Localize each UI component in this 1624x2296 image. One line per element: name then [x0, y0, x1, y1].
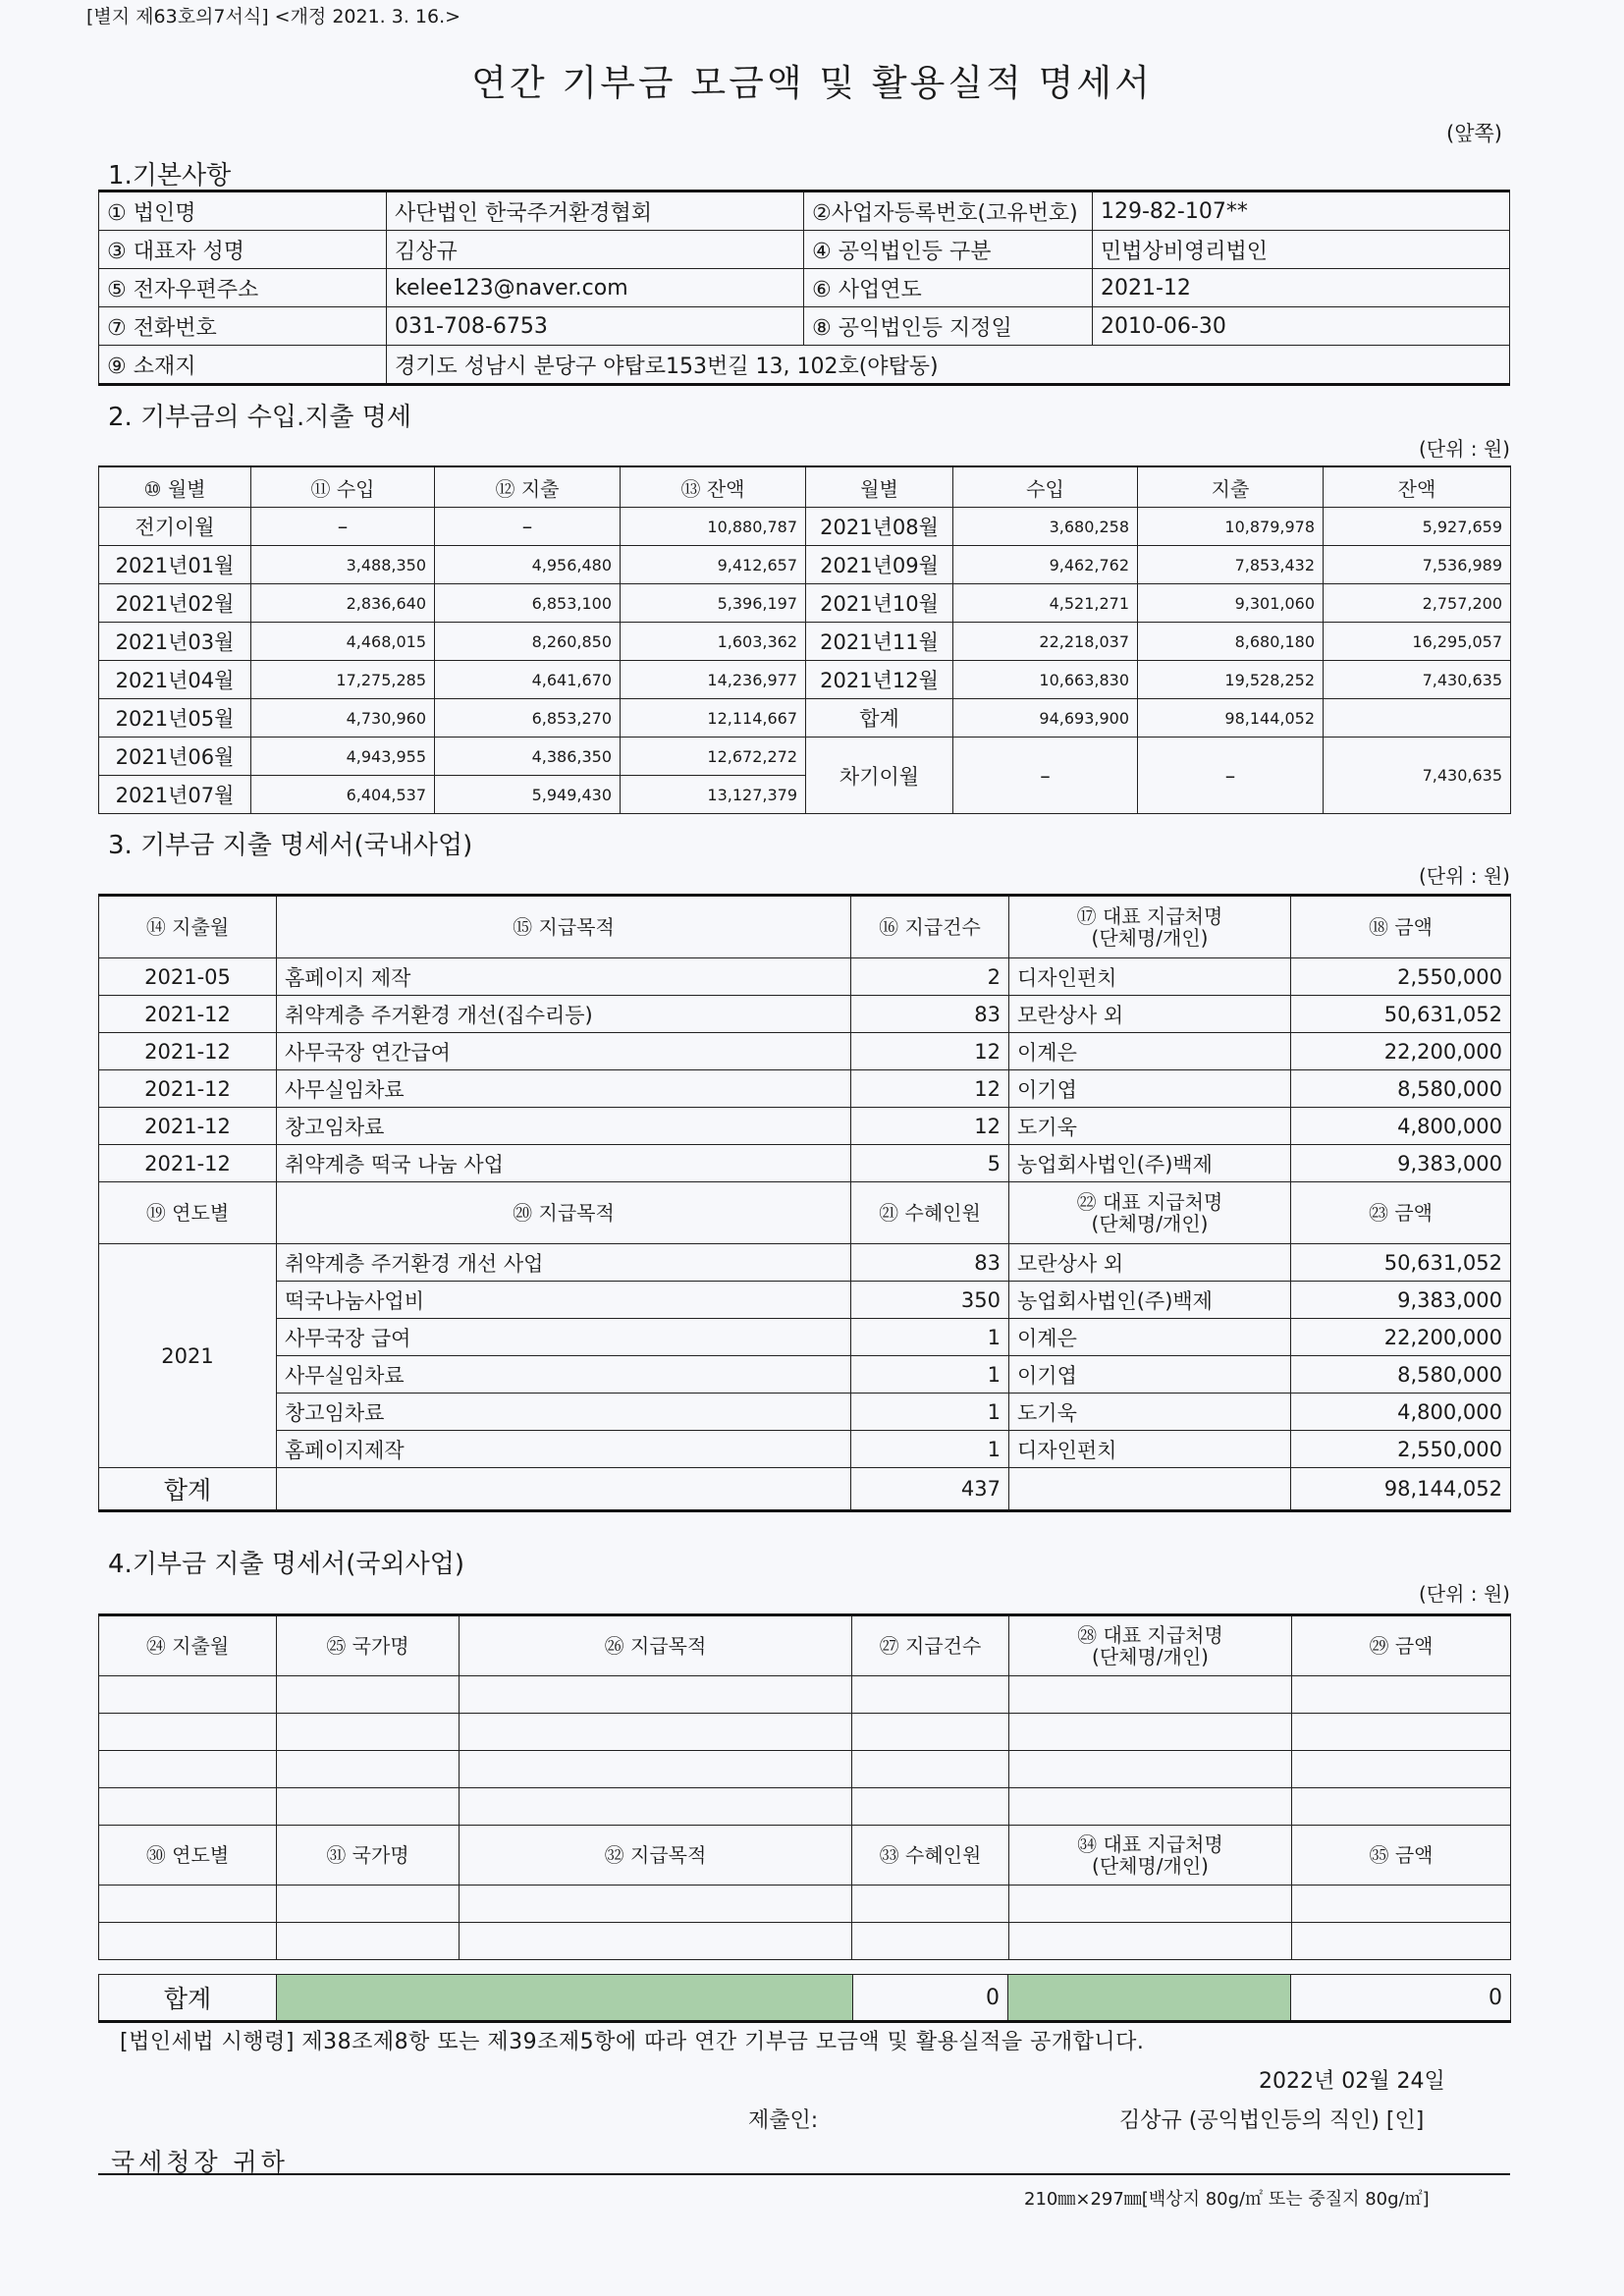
field-value: 2021-12	[1093, 269, 1510, 307]
amount-cell: 2,550,000	[1291, 1431, 1511, 1468]
payee-cell: 도기욱	[1009, 1394, 1291, 1431]
purpose-cell: 창고임차료	[277, 1394, 851, 1431]
payee-cell: 디자인펀치	[1009, 958, 1291, 996]
field-label: ⑤ 전자우편주소	[99, 269, 387, 307]
amount-cell: 22,200,000	[1291, 1033, 1511, 1070]
column-header: ⑱ 금액	[1291, 896, 1511, 958]
income-cell: 4,943,955	[251, 738, 435, 776]
balance-cell: 10,880,787	[621, 508, 806, 546]
month-cell: 2021-12	[99, 1033, 277, 1070]
empty-row	[99, 1788, 1511, 1826]
empty-cell	[1292, 1714, 1511, 1751]
month-cell: 2021년07월	[99, 776, 251, 814]
domestic-row	[99, 996, 1511, 1033]
empty-row	[99, 1676, 1511, 1714]
column-header: ⑩ 월별	[99, 466, 251, 508]
address-value: 경기도 성남시 분당구 야탑로153번길 13, 102호(야탑동)	[387, 346, 1510, 385]
purpose-cell: 사무국장 급여	[277, 1319, 851, 1356]
month-cell: 2021년08월	[806, 508, 953, 546]
payee-cell: 이계은	[1009, 1033, 1291, 1070]
shaded-cell	[1008, 1975, 1291, 2022]
field-label: ④ 공익법인등 구분	[804, 231, 1093, 269]
page-title: 연간 기부금 모금액 및 활용실적 명세서	[471, 62, 1153, 104]
empty-cell	[99, 1714, 277, 1751]
monthly-row	[99, 699, 1511, 738]
expense-cell: –	[1138, 738, 1324, 814]
payee-cell: 도기욱	[1009, 1108, 1291, 1145]
domestic-year-row	[99, 1319, 1511, 1356]
amount-cell: 9,383,000	[1291, 1145, 1511, 1182]
balance-cell: 2,757,200	[1324, 584, 1511, 623]
field-label: ③ 대표자 성명	[99, 231, 387, 269]
amount-cell: 4,800,000	[1291, 1394, 1511, 1431]
expense-cell: 10,879,978	[1138, 508, 1324, 546]
income-cell: 22,218,037	[953, 623, 1138, 661]
balance-cell: 7,430,635	[1324, 738, 1511, 814]
header-line: ㉞ 대표 지급처명	[1077, 1832, 1223, 1856]
basic-row-address	[99, 346, 1510, 385]
balance-cell: 7,430,635	[1324, 661, 1511, 699]
column-header: ㉑ 수혜인원	[851, 1182, 1009, 1244]
foreign-total-table	[98, 1974, 1511, 2023]
income-cell: 4,521,271	[953, 584, 1138, 623]
payee-cell: 이계은	[1009, 1319, 1291, 1356]
month-cell: 2021-12	[99, 996, 277, 1033]
balance-cell: 9,412,657	[621, 546, 806, 584]
amount-cell: 2,550,000	[1291, 958, 1511, 996]
expense-cell: 8,680,180	[1138, 623, 1324, 661]
shaded-cell	[277, 1975, 853, 2022]
column-header: ㉓ 금액	[1291, 1182, 1511, 1244]
column-header: ⑳ 지급목적	[277, 1182, 851, 1244]
field-value: 민법상비영리법인	[1093, 231, 1510, 269]
header-line: (단체명/개인)	[1092, 1854, 1209, 1878]
form-number: [별지 제63호의7서식] <개정 2021. 3. 16.>	[86, 6, 461, 27]
empty-cell	[852, 1676, 1009, 1714]
month-cell: 2021-05	[99, 958, 277, 996]
empty-cell	[99, 1788, 277, 1826]
count-cell: 2	[851, 958, 1009, 996]
empty-cell	[277, 1676, 460, 1714]
count-cell: 83	[851, 1244, 1009, 1282]
month-cell: 2021년01월	[99, 546, 251, 584]
amount-cell: 50,631,052	[1291, 996, 1511, 1033]
field-value: 129-82-107**	[1093, 191, 1510, 231]
empty-cell	[277, 1788, 460, 1826]
empty-row	[99, 1886, 1511, 1923]
balance-cell: 13,127,379	[621, 776, 806, 814]
income-cell: 10,663,830	[953, 661, 1138, 699]
monthly-row	[99, 623, 1511, 661]
column-header: ⑯ 지급건수	[851, 896, 1009, 958]
domestic-year-row	[99, 1394, 1511, 1431]
empty-cell	[1009, 1923, 1292, 1960]
empty-cell	[277, 1468, 851, 1511]
domestic-header-row-2	[99, 1182, 1511, 1244]
basic-info-table	[98, 190, 1510, 386]
submitter-label: 제출인:	[748, 2108, 819, 2133]
basic-row	[99, 231, 1510, 269]
balance-cell: 12,114,667	[621, 699, 806, 738]
amount-cell: 9,383,000	[1291, 1282, 1511, 1319]
balance-cell: 5,396,197	[621, 584, 806, 623]
expense-cell: 6,853,100	[435, 584, 621, 623]
foreign-total-label: 합계	[99, 1975, 277, 2022]
count-cell: 83	[851, 996, 1009, 1033]
foreign-total-row	[99, 1975, 1511, 2022]
domestic-header-row	[99, 896, 1511, 958]
month-cell: 2021년12월	[806, 661, 953, 699]
field-value: kelee123@naver.com	[387, 269, 804, 307]
column-header: ⑲ 연도별	[99, 1182, 277, 1244]
count-cell: 1	[851, 1431, 1009, 1468]
balance-cell: 1,603,362	[621, 623, 806, 661]
column-header	[1009, 1182, 1291, 1244]
column-header: ㉝ 수혜인원	[852, 1826, 1009, 1886]
month-cell: 전기이월	[99, 508, 251, 546]
domestic-row	[99, 958, 1511, 996]
section-title-domestic: 3. 기부금 지출 명세서(국내사업)	[108, 831, 473, 860]
balance-cell: 7,536,989	[1324, 546, 1511, 584]
empty-cell	[1009, 1886, 1292, 1923]
expense-cell: 19,528,252	[1138, 661, 1324, 699]
header-line: ⑰ 대표 지급처명	[1076, 904, 1223, 928]
column-header: 잔액	[1324, 466, 1511, 508]
empty-cell	[1292, 1676, 1511, 1714]
income-cell: –	[251, 508, 435, 546]
column-header: ⑪ 수입	[251, 466, 435, 508]
paper-spec: 210㎜×297㎜[백상지 80g/㎡ 또는 중질지 80g/㎡]	[1024, 2189, 1430, 2210]
income-cell: 3,488,350	[251, 546, 435, 584]
empty-cell	[277, 1751, 460, 1788]
column-header: 지출	[1138, 466, 1324, 508]
section-title-basic: 1.기본사항	[108, 161, 232, 191]
payee-cell: 모란상사 외	[1009, 996, 1291, 1033]
column-header: ㉜ 지급목적	[460, 1826, 852, 1886]
month-cell: 2021년10월	[806, 584, 953, 623]
unit-label-foreign: (단위 : 원)	[1418, 1582, 1510, 1606]
column-header	[1009, 896, 1291, 958]
balance-cell: 14,236,977	[621, 661, 806, 699]
income-cell: 9,462,762	[953, 546, 1138, 584]
empty-cell	[460, 1886, 852, 1923]
income-cell: 6,404,537	[251, 776, 435, 814]
empty-cell	[460, 1676, 852, 1714]
income-cell: 94,693,900	[953, 699, 1138, 738]
count-cell: 1	[851, 1356, 1009, 1394]
month-cell: 2021년06월	[99, 738, 251, 776]
month-cell: 2021년11월	[806, 623, 953, 661]
month-cell: 2021-12	[99, 1108, 277, 1145]
expense-cell: 4,956,480	[435, 546, 621, 584]
expense-cell: 6,853,270	[435, 699, 621, 738]
field-label: ⑨ 소재지	[99, 346, 387, 385]
domestic-row	[99, 1108, 1511, 1145]
month-cell: 2021년05월	[99, 699, 251, 738]
monthly-row	[99, 508, 1511, 546]
column-header: ㉖ 지급목적	[460, 1615, 852, 1676]
column-header: 월별	[806, 466, 953, 508]
unit-label-domestic: (단위 : 원)	[1418, 864, 1510, 888]
foreign-table	[98, 1613, 1511, 1960]
monthly-row	[99, 584, 1511, 623]
empty-row	[99, 1751, 1511, 1788]
purpose-cell: 떡국나눔사업비	[277, 1282, 851, 1319]
domestic-year-row	[99, 1282, 1511, 1319]
monthly-row	[99, 661, 1511, 699]
empty-cell	[460, 1714, 852, 1751]
expense-cell: 5,949,430	[435, 776, 621, 814]
field-label: ① 법인명	[99, 191, 387, 231]
purpose-cell: 사무실임차료	[277, 1356, 851, 1394]
purpose-cell: 취약계층 주거환경 개선(집수리등)	[277, 996, 851, 1033]
balance-cell: 5,927,659	[1324, 508, 1511, 546]
header-line: (단체명/개인)	[1091, 926, 1209, 950]
expense-cell: –	[435, 508, 621, 546]
empty-cell	[1009, 1676, 1292, 1714]
balance-cell: 12,672,272	[621, 738, 806, 776]
amount-cell: 8,580,000	[1291, 1070, 1511, 1108]
header-line: (단체명/개인)	[1091, 1212, 1209, 1235]
income-cell: 17,275,285	[251, 661, 435, 699]
empty-cell	[99, 1923, 277, 1960]
page-side-label: (앞쪽)	[1446, 122, 1502, 145]
income-cell: 4,468,015	[251, 623, 435, 661]
empty-cell	[277, 1714, 460, 1751]
total-count: 437	[851, 1468, 1009, 1511]
purpose-cell: 사무국장 연간급여	[277, 1033, 851, 1070]
header-line: ㉘ 대표 지급처명	[1077, 1623, 1223, 1647]
total-label: 합계	[99, 1468, 277, 1511]
column-header: ⑫ 지출	[435, 466, 621, 508]
count-cell: 12	[851, 1108, 1009, 1145]
empty-row	[99, 1714, 1511, 1751]
count-cell: 1	[851, 1319, 1009, 1356]
carry-label: 차기이월	[806, 738, 953, 814]
empty-cell	[1009, 1468, 1291, 1511]
recipient: 국세청장 귀하	[111, 2148, 289, 2176]
amount-cell: 8,580,000	[1291, 1356, 1511, 1394]
domestic-table	[98, 894, 1511, 1512]
purpose-cell: 홈페이지제작	[277, 1431, 851, 1468]
amount-cell: 4,800,000	[1291, 1108, 1511, 1145]
domestic-year-row	[99, 1244, 1511, 1282]
empty-cell	[852, 1788, 1009, 1826]
monthly-row	[99, 738, 1511, 776]
month-cell: 2021-12	[99, 1070, 277, 1108]
column-header: 수입	[953, 466, 1138, 508]
total-amount: 98,144,052	[1291, 1468, 1511, 1511]
field-label: ⑧ 공익법인등 지정일	[804, 307, 1093, 346]
basic-row	[99, 307, 1510, 346]
column-header	[1009, 1826, 1292, 1886]
empty-cell	[852, 1751, 1009, 1788]
column-header: ㉔ 지출월	[99, 1615, 277, 1676]
column-header: ⑬ 잔액	[621, 466, 806, 508]
column-header: ㉗ 지급건수	[852, 1615, 1009, 1676]
expense-cell: 7,853,432	[1138, 546, 1324, 584]
count-cell: 1	[851, 1394, 1009, 1431]
expense-cell: 4,386,350	[435, 738, 621, 776]
month-cell: 2021년09월	[806, 546, 953, 584]
empty-cell	[460, 1751, 852, 1788]
monthly-row	[99, 546, 1511, 584]
field-value: 031-708-6753	[387, 307, 804, 346]
month-cell: 2021년02월	[99, 584, 251, 623]
empty-cell	[1292, 1886, 1511, 1923]
count-cell: 12	[851, 1033, 1009, 1070]
month-cell: 2021-12	[99, 1145, 277, 1182]
foreign-header-row-2	[99, 1826, 1511, 1886]
domestic-year-row	[99, 1431, 1511, 1468]
empty-cell	[1009, 1751, 1292, 1788]
foreign-total-count: 0	[853, 1975, 1008, 2022]
purpose-cell: 창고임차료	[277, 1108, 851, 1145]
expense-cell: 8,260,850	[435, 623, 621, 661]
header-line: (단체명/개인)	[1092, 1645, 1209, 1668]
purpose-cell: 사무실임차료	[277, 1070, 851, 1108]
expense-cell: 9,301,060	[1138, 584, 1324, 623]
field-label: ②사업자등록번호(고유번호)	[804, 191, 1093, 231]
empty-cell	[1292, 1788, 1511, 1826]
income-cell: 4,730,960	[251, 699, 435, 738]
payee-cell: 농업회사법인(주)백제	[1009, 1145, 1291, 1182]
column-header: ㉚ 연도별	[99, 1826, 277, 1886]
foreign-header-row	[99, 1615, 1511, 1676]
empty-cell	[460, 1923, 852, 1960]
field-label: ⑦ 전화번호	[99, 307, 387, 346]
basic-row	[99, 191, 1510, 231]
expense-cell: 98,144,052	[1138, 699, 1324, 738]
expense-cell: 4,641,670	[435, 661, 621, 699]
basic-row	[99, 269, 1510, 307]
domestic-total-row	[99, 1468, 1511, 1511]
amount-cell: 50,631,052	[1291, 1244, 1511, 1282]
submit-date: 2022년 02월 24일	[1259, 2069, 1445, 2094]
empty-cell	[852, 1886, 1009, 1923]
column-header: ㉙ 금액	[1292, 1615, 1511, 1676]
empty-cell	[99, 1676, 277, 1714]
balance-cell: 16,295,057	[1324, 623, 1511, 661]
empty-cell	[277, 1923, 460, 1960]
empty-cell	[1009, 1788, 1292, 1826]
empty-cell	[99, 1751, 277, 1788]
section-title-monthly: 2. 기부금의 수입.지출 명세	[108, 403, 412, 432]
count-cell: 12	[851, 1070, 1009, 1108]
empty-cell	[1009, 1714, 1292, 1751]
purpose-cell: 홈페이지 제작	[277, 958, 851, 996]
foreign-total-amount: 0	[1291, 1975, 1511, 2022]
monthly-table	[98, 465, 1511, 814]
month-cell: 2021년03월	[99, 623, 251, 661]
section-title-foreign: 4.기부금 지출 명세서(국외사업)	[108, 1550, 465, 1579]
purpose-cell: 취약계층 떡국 나눔 사업	[277, 1145, 851, 1182]
domestic-row	[99, 1145, 1511, 1182]
unit-label-monthly: (단위 : 원)	[1418, 437, 1510, 461]
payee-cell: 모란상사 외	[1009, 1244, 1291, 1282]
domestic-year-row	[99, 1356, 1511, 1394]
field-label: ⑥ 사업연도	[804, 269, 1093, 307]
field-value: 김상규	[387, 231, 804, 269]
domestic-row	[99, 1033, 1511, 1070]
month-cell: 2021년04월	[99, 661, 251, 699]
column-header	[1009, 1615, 1292, 1676]
payee-cell: 이기엽	[1009, 1070, 1291, 1108]
column-header: ⑮ 지급목적	[277, 896, 851, 958]
year-cell: 2021	[99, 1244, 277, 1468]
column-header: ㉕ 국가명	[277, 1615, 460, 1676]
column-header: ㉛ 국가명	[277, 1826, 460, 1886]
income-cell: 2,836,640	[251, 584, 435, 623]
count-cell: 5	[851, 1145, 1009, 1182]
empty-cell	[1292, 1923, 1511, 1960]
amount-cell: 22,200,000	[1291, 1319, 1511, 1356]
total-label: 합계	[806, 699, 953, 738]
field-value: 사단법인 한국주거환경협회	[387, 191, 804, 231]
column-header: ㉟ 금액	[1292, 1826, 1511, 1886]
payee-cell: 농업회사법인(주)백제	[1009, 1282, 1291, 1319]
divider	[98, 2173, 1510, 2175]
empty-cell	[852, 1714, 1009, 1751]
header-line: ㉒ 대표 지급처명	[1076, 1190, 1223, 1214]
empty-cell	[460, 1788, 852, 1826]
purpose-cell: 취약계층 주거환경 개선 사업	[277, 1244, 851, 1282]
submitter-name: 김상규 (공익법인등의 직인) [인]	[1119, 2108, 1425, 2133]
empty-row	[99, 1923, 1511, 1960]
balance-cell	[1324, 699, 1511, 738]
empty-cell	[99, 1886, 277, 1923]
domestic-row	[99, 1070, 1511, 1108]
monthly-header-row	[99, 466, 1511, 508]
legal-notice: [법인세법 시행령] 제38조제8항 또는 제39조제5항에 따라 연간 기부금 모금액 및 활용실적을 공개합니다.	[120, 2030, 1145, 2054]
field-value: 2010-06-30	[1093, 307, 1510, 346]
income-cell: –	[953, 738, 1138, 814]
empty-cell	[277, 1886, 460, 1923]
column-header: ⑭ 지출월	[99, 896, 277, 958]
income-cell: 3,680,258	[953, 508, 1138, 546]
empty-cell	[1292, 1751, 1511, 1788]
payee-cell: 디자인펀치	[1009, 1431, 1291, 1468]
empty-cell	[852, 1923, 1009, 1960]
payee-cell: 이기엽	[1009, 1356, 1291, 1394]
count-cell: 350	[851, 1282, 1009, 1319]
